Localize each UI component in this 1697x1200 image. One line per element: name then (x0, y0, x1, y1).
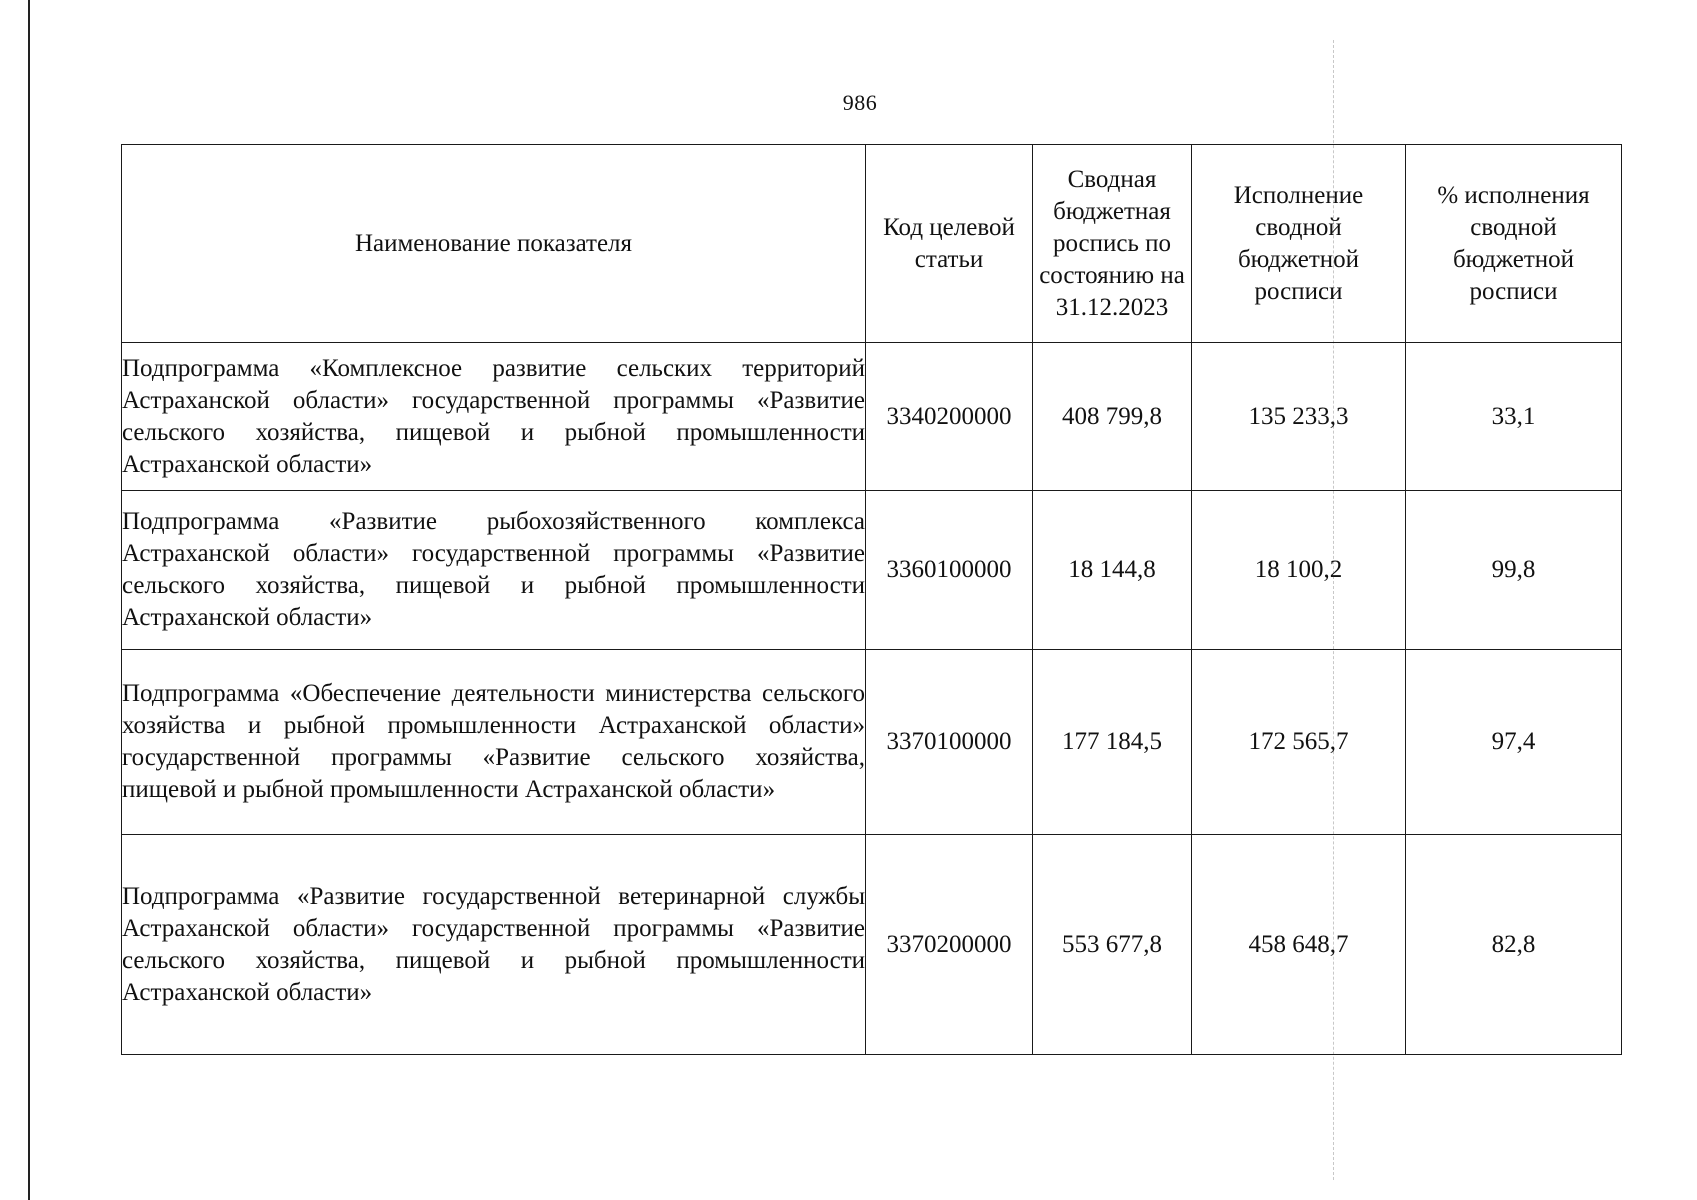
indicator-name-cell: Подпрограмма «Обеспечение деятельности министерства сельского хозяйства и рыбной промышленности Астраханской области» государственной программы «Развитие сельского хозяйства, пищевой и рыбной промышленности Астраханской области» (122, 650, 866, 835)
indicator-name-cell: Подпрограмма «Развитие рыбохозяйственного комплекса Астраханской области» государственной программы «Развитие сельского хозяйства, пищевой и рыбной промышленности Астраханской области» (122, 491, 866, 650)
target-code-cell: 3370200000 (866, 835, 1033, 1055)
target-code-cell: 3360100000 (866, 491, 1033, 650)
budget-execution-table (121, 144, 1622, 1055)
budget-plan-cell: 18 144,8 (1033, 491, 1192, 650)
execution-cell: 18 100,2 (1192, 491, 1406, 650)
execution-percent-cell: 99,8 (1406, 491, 1622, 650)
budget-plan-cell: 177 184,5 (1033, 650, 1192, 835)
header-budget-plan: Сводная бюджетная роспись по состоянию на 31.12.2023 (1033, 145, 1192, 343)
execution-percent-cell: 82,8 (1406, 835, 1622, 1055)
table-row (122, 491, 1622, 650)
execution-cell: 458 648,7 (1192, 835, 1406, 1055)
header-indicator-name: Наименование показателя (122, 145, 866, 343)
budget-plan-cell: 553 677,8 (1033, 835, 1192, 1055)
execution-cell: 135 233,3 (1192, 343, 1406, 491)
table-row (122, 650, 1622, 835)
target-code-cell: 3370100000 (866, 650, 1033, 835)
page-number: 986 (842, 90, 878, 115)
header-execution: Исполнение сводной бюджетной росписи (1192, 145, 1406, 343)
table-row (122, 835, 1622, 1055)
budget-plan-cell: 408 799,8 (1033, 343, 1192, 491)
indicator-name-cell: Подпрограмма «Развитие государственной ветеринарной службы Астраханской области» государственной программы «Развитие сельского хозяйства, пищевой и рыбной промышленности Астраханской области» (122, 835, 866, 1055)
page-edge-line (28, 0, 30, 1200)
execution-percent-cell: 97,4 (1406, 650, 1622, 835)
target-code-cell: 3340200000 (866, 343, 1033, 491)
indicator-name-cell: Подпрограмма «Комплексное развитие сельских территорий Астраханской области» государственной программы «Развитие сельского хозяйства, пищевой и рыбной промышленности Астраханской области» (122, 343, 866, 491)
table-row (122, 343, 1622, 491)
header-execution-percent: % исполнения сводной бюджетной росписи (1406, 145, 1622, 343)
execution-percent-cell: 33,1 (1406, 343, 1622, 491)
table-header-row (122, 145, 1622, 343)
header-target-code: Код целевой статьи (866, 145, 1033, 343)
execution-cell: 172 565,7 (1192, 650, 1406, 835)
